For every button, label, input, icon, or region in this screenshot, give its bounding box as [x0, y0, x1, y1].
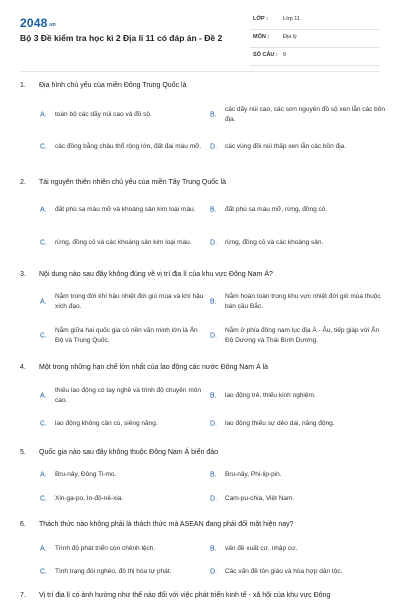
- option-letter: D.: [210, 420, 217, 428]
- option-d[interactable]: [210, 325, 380, 347]
- option-d[interactable]: [210, 488, 372, 510]
- option-text: Các vấn đề tôn giáo và hòa hợp dân tộc.: [225, 568, 343, 575]
- option-text: các đồng bằng châu thổ rộng lớn, đất đai màu mỡ.: [55, 143, 202, 150]
- option-text: Cam-pu-chia, Việt Nam.: [225, 495, 295, 502]
- meta-value: Lớp 11: [283, 16, 300, 22]
- option-text: thiếu lao động có tay nghề và trình độ chuyên môn cao.: [55, 387, 201, 404]
- option-letter: C.: [40, 143, 47, 151]
- option-b[interactable]: [210, 199, 372, 221]
- option-letter: B.: [210, 298, 217, 306]
- question-stem: [20, 590, 382, 602]
- option-a[interactable]: [40, 291, 202, 313]
- question-text: Một trong những hạn chế lớn nhất của lao động các nước Đông Nam Á là: [39, 364, 269, 371]
- question-text: Tài nguyên thiên nhiên chủ yếu của miền Tây Trung Quốc là: [39, 179, 227, 186]
- option-a[interactable]: [40, 464, 202, 486]
- option-c[interactable]: [40, 232, 202, 254]
- meta-value: 9: [283, 52, 287, 58]
- question-number: 7.: [20, 592, 26, 599]
- question-text: Địa hình chủ yếu của miền Đông Trung Quốc là: [39, 82, 187, 89]
- question-stem: [20, 362, 382, 374]
- option-text: đất phù sa màu mỡ, rừng, đồng cỏ.: [225, 206, 328, 213]
- option-text: các dãy núi cao, các sơn nguyên đồ sộ xen lẫn các bồn địa.: [225, 106, 386, 123]
- option-text: Nằm trong đới khí hậu nhiệt đới gió mùa và khí hậu xích đạo.: [55, 293, 204, 310]
- site-logo[interactable]: [20, 17, 56, 29]
- option-a[interactable]: [40, 199, 202, 221]
- option-letter: A.: [40, 392, 47, 400]
- question-stem: [20, 80, 382, 92]
- option-d[interactable]: [210, 232, 372, 254]
- option-d[interactable]: [210, 561, 372, 583]
- option-text: Nằm hoàn toàn trong khu vực nhiệt đới gió mùa thuộc bán cầu Bắc.: [225, 293, 381, 310]
- option-d[interactable]: [210, 136, 372, 158]
- option-letter: C.: [40, 420, 47, 428]
- option-text: đất phù sa màu mỡ và khoáng sản kim loại màu.: [55, 206, 196, 213]
- option-text: Tình trạng đói nghèo, đô thị hóa tự phát.: [55, 568, 172, 575]
- option-text: rừng, đồng cỏ và các khoáng sản.: [225, 239, 324, 246]
- option-letter: B.: [210, 471, 217, 479]
- option-text: rừng, đồng cỏ và các khoáng sản kim loại màu.: [55, 239, 192, 246]
- option-text: toàn bộ các dãy núi cao và đồ sộ.: [55, 111, 152, 118]
- option-letter: A.: [40, 111, 47, 119]
- option-letter: B.: [210, 111, 217, 119]
- option-letter: D.: [210, 495, 217, 503]
- option-text: lao động trẻ, thiếu kinh nghiệm.: [225, 392, 316, 399]
- option-text: Bru-nây, Đông Ti-mo.: [55, 471, 117, 478]
- option-b[interactable]: [210, 104, 386, 126]
- option-b[interactable]: [210, 538, 372, 560]
- meta-label: MÔN :: [253, 34, 270, 40]
- option-letter: C.: [40, 495, 47, 503]
- question-stem: [20, 269, 382, 281]
- option-letter: C.: [40, 239, 47, 247]
- header-divider: [20, 71, 380, 72]
- option-text: vấn đề xuất cư, nhập cư.: [225, 545, 298, 552]
- question-number: 2.: [20, 179, 26, 186]
- option-letter: D.: [210, 568, 217, 576]
- meta-table: [250, 12, 380, 66]
- option-text: Xin-ga-po, In-đô-nê-xia.: [55, 495, 124, 502]
- question-stem: [20, 177, 382, 189]
- option-b[interactable]: [210, 291, 381, 313]
- option-letter: C.: [40, 332, 47, 340]
- option-letter: A.: [40, 471, 47, 479]
- option-text: Nằm ở phía đông nam lục địa Á - Âu, tiếp giáp với Ấn Độ Dương và Thái Bình Dương.: [225, 327, 380, 344]
- option-letter: A.: [40, 206, 47, 214]
- option-c[interactable]: [40, 488, 202, 510]
- option-a[interactable]: [40, 538, 202, 560]
- option-letter: C.: [40, 568, 47, 576]
- option-text: Bru-nây, Phi-lip-pin.: [225, 471, 282, 478]
- meta-row-subject: [250, 30, 380, 48]
- meta-label: SỐ CÂU :: [253, 52, 278, 58]
- logo-text: 2048: [20, 16, 48, 30]
- question-stem: [20, 447, 382, 459]
- question-number: 6.: [20, 521, 26, 528]
- question-text: Vị trí địa lí có ảnh hưởng như thế nào đối với việc phát triển kinh tế - xã hội của khu vực Đông: [39, 592, 331, 599]
- meta-value: Địa lý: [283, 34, 297, 40]
- question-stem: [20, 519, 382, 531]
- meta-row-count: [250, 48, 380, 66]
- option-text: Trình độ phát triển còn chênh lệch.: [55, 545, 156, 552]
- logo-suffix: .vn: [48, 22, 56, 28]
- option-letter: D.: [210, 239, 217, 247]
- option-c[interactable]: [40, 136, 202, 158]
- option-text: các vùng đồi núi thấp xen lẫn các bồn địa.: [225, 143, 347, 150]
- option-text: lao động thiếu sự dẻo dai, năng động.: [225, 420, 335, 427]
- document-title: Bộ 3 Đề kiểm tra học kì 2 Địa lí 11 có đáp án - Đề 2: [20, 33, 223, 43]
- option-c[interactable]: [40, 413, 202, 435]
- page-header: [0, 0, 400, 64]
- option-text: Nằm giữa hai quốc gia có nền văn minh lớn là Ấn Độ và Trung Quốc.: [55, 327, 198, 344]
- option-a[interactable]: [40, 104, 202, 126]
- option-c[interactable]: [40, 325, 202, 347]
- question-text: Quốc gia nào sau đây không thuộc Đông Nam Á biển đảo: [39, 449, 219, 456]
- option-text: lao động không cần cù, siêng năng.: [55, 420, 158, 427]
- option-c[interactable]: [40, 561, 202, 583]
- option-b[interactable]: [210, 464, 372, 486]
- meta-label: LỚP :: [253, 16, 268, 22]
- question-text: Thách thức nào không phải là thách thức mà ASEAN đang phải đối mặt hiện nay?: [39, 521, 294, 528]
- option-d[interactable]: [210, 413, 372, 435]
- option-letter: B.: [210, 545, 217, 553]
- question-number: 3.: [20, 271, 26, 278]
- meta-row-class: [250, 12, 380, 30]
- option-letter: A.: [40, 298, 47, 306]
- option-a[interactable]: [40, 385, 202, 407]
- question-number: 1.: [20, 82, 26, 89]
- option-b[interactable]: [210, 385, 372, 407]
- question-number: 5.: [20, 449, 26, 456]
- question-text: Nội dung nào sau đây không đúng về vị trí địa lí của khu vực Đông Nam Á?: [39, 271, 273, 278]
- option-letter: B.: [210, 392, 217, 400]
- option-letter: A.: [40, 545, 47, 553]
- question-number: 4.: [20, 364, 26, 371]
- option-letter: D.: [210, 143, 217, 151]
- option-letter: B.: [210, 206, 217, 214]
- option-letter: D.: [210, 332, 217, 340]
